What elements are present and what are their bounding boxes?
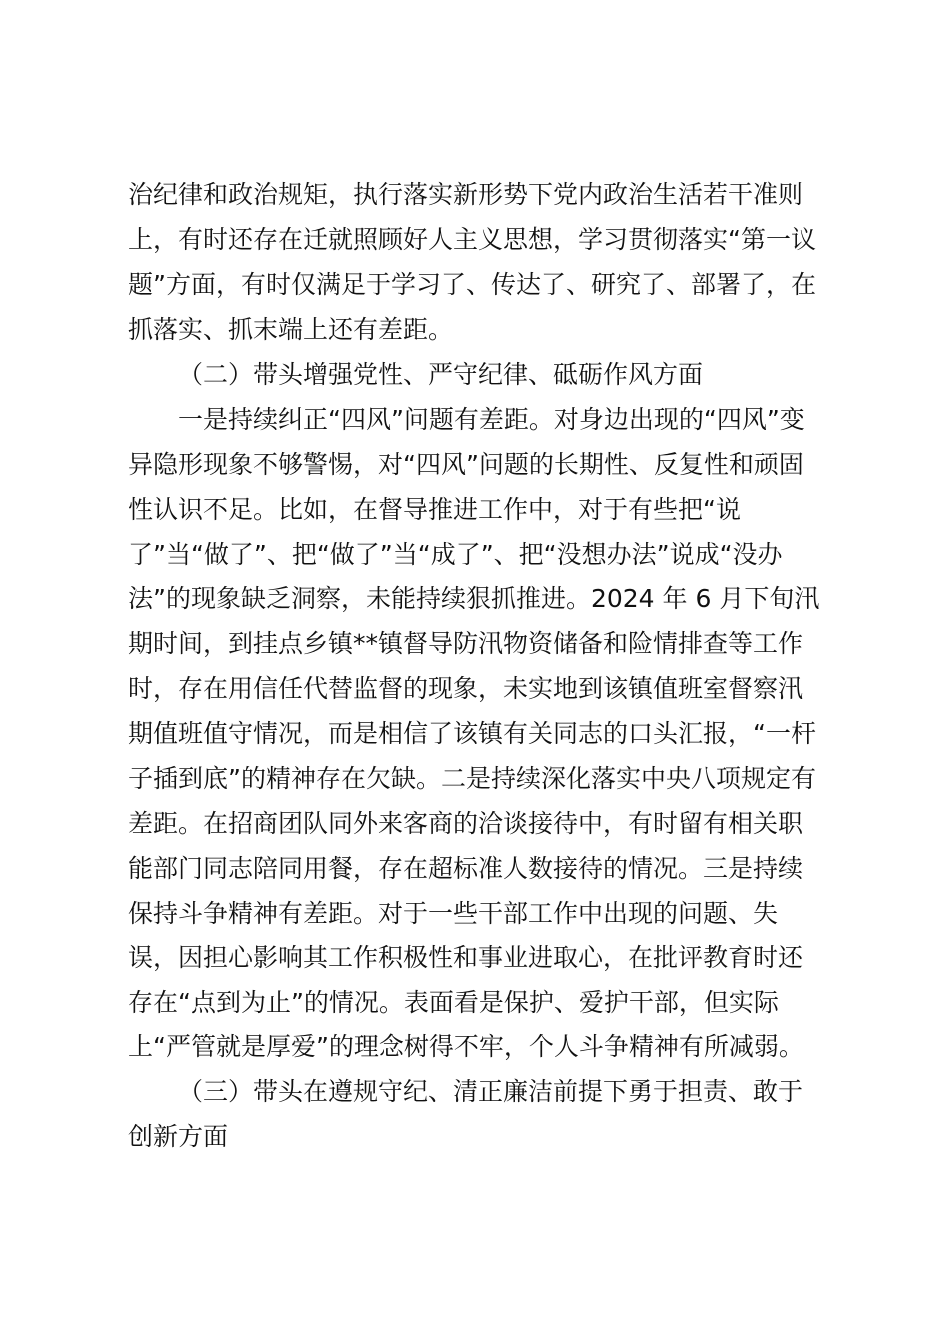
- section-heading-continued: 创新方面: [128, 1122, 229, 1151]
- text-line: 题”方面，有时仅满足于学习了、传达了、研究了、部署了，在: [128, 270, 816, 299]
- section-heading: （三）带头在遵规守纪、清正廉洁前提下勇于担责、敢于: [178, 1077, 804, 1106]
- text-line: 一是持续纠正“四风”问题有差距。对身边出现的“四风”变: [178, 405, 805, 434]
- text-line: 子插到底”的精神存在欠缺。二是持续深化落实中央八项规定有: [128, 764, 816, 793]
- section-heading: （二）带头增强党性、严守纪律、砥砺作风方面: [178, 360, 704, 389]
- text-line: 抓落实、抓末端上还有差距。: [128, 315, 454, 344]
- text-line: 上，有时还存在迁就照顾好人主义思想，学习贯彻落实“第一议: [128, 225, 816, 254]
- text-line: 时，存在用信任代替监督的现象，未实地到该镇值班室督察汛: [128, 674, 804, 703]
- text-line: 治纪律和政治规矩，执行落实新形势下党内政治生活若干准则: [128, 180, 804, 209]
- text-line: 差距。在招商团队同外来客商的洽谈接待中，有时留有相关职: [128, 809, 804, 838]
- text-line: 性认识不足。比如，在督导推进工作中，对于有些把“说: [128, 495, 741, 524]
- text-line: 能部门同志陪同用餐，存在超标准人数接待的情况。三是持续: [128, 854, 804, 883]
- text-line: 了”当“做了”、把“做了”当“成了”、把“没想办法”说成“没办: [128, 540, 783, 569]
- text-line: 期值班值守情况，而是相信了该镇有关同志的口头汇报，“一杆: [128, 719, 816, 748]
- text-line: 保持斗争精神有差距。对于一些干部工作中出现的问题、失: [128, 899, 779, 928]
- text-line: 法”的现象缺乏洞察，未能持续狠抓推进。2024 年 6 月下旬汛: [128, 584, 820, 613]
- text-line: 上“严管就是厚爱”的理念树得不牢，个人斗争精神有所减弱。: [128, 1032, 804, 1061]
- text-line: 异隐形现象不够警惕，对“四风”问题的长期性、反复性和顽固: [128, 450, 804, 479]
- text-line: 期时间，到挂点乡镇**镇督导防汛物资储备和险情排查等工作: [128, 629, 804, 658]
- text-line: 误，因担心影响其工作积极性和事业进取心，在批评教育时还: [128, 943, 804, 972]
- text-line: 存在“点到为止”的情况。表面看是保护、爱护干部，但实际: [128, 988, 779, 1017]
